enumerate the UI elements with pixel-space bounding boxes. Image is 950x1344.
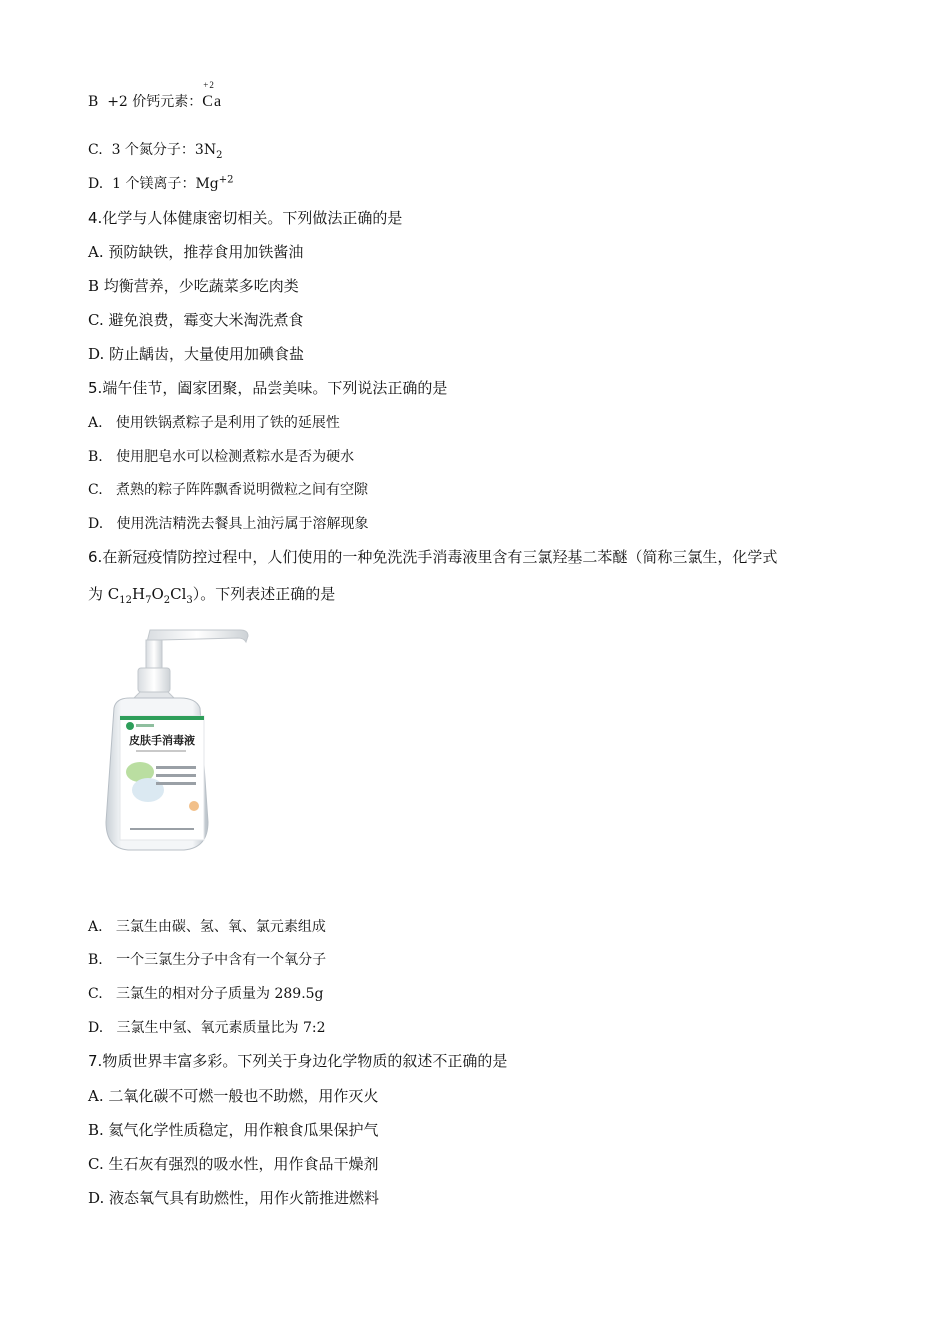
q6-stem-line1: 6.在新冠疫情防控过程中，人们使用的一种免洗洗手消毒液里含有三氯羟基二苯醚（简称三氯生，化学式 <box>88 548 778 566</box>
q7-stem: 7.物质世界丰富多彩。下列关于身边化学物质的叙述不正确的是 <box>88 1052 508 1070</box>
q5-option-a: A. 使用铁锅煮粽子是利用了铁的延展性 <box>88 415 340 431</box>
q5-option-c: C. 煮熟的粽子阵阵飘香说明微粒之间有空隙 <box>88 482 369 498</box>
q6-option-a: A. 三氯生由碳、氢、氧、氯元素组成 <box>88 919 326 935</box>
q3-option-b: B +2 价钙元素： +2 Ca <box>88 80 223 110</box>
q6-option-c: C. 三氯生的相对分子质量为 289.5g <box>88 986 324 1002</box>
q7-option-c: C. 生石灰有强烈的吸水性，用作食品干燥剂 <box>88 1155 379 1173</box>
q5-option-d: D. 使用洗洁精洗去餐具上油污属于溶解现象 <box>88 516 369 532</box>
q5-stem: 5.端午佳节，阖家团聚，品尝美味。下列说法正确的是 <box>88 379 448 397</box>
q4-option-b: B 均衡营养，少吃蔬菜多吃肉类 <box>88 277 299 295</box>
q6-stem-line2: 为 $C_{12}H_7O_2Cl_3$）。下列表述正确的是 <box>88 585 336 606</box>
q6-option-b: B. 一个三氯生分子中含有一个氧分子 <box>88 952 327 968</box>
q3-option-c: C. 3 个氮分子：$3N_2$ <box>88 142 223 161</box>
calcium-valence-symbol: +2 Ca <box>202 80 223 110</box>
q4-stem: 4.化学与人体健康密切相关。下列做法正确的是 <box>88 209 403 227</box>
bottle-label-title: 皮肤手消毒液 <box>129 734 195 747</box>
q3-option-d: D. 1 个镁离子：$Mg^{+2}$ <box>88 174 234 192</box>
q5-option-b: B. 使用肥皂水可以检测煮粽水是否为硬水 <box>88 449 355 465</box>
sanitizer-bottle-icon <box>100 622 260 854</box>
q4-option-d: D. 防止龋齿，大量使用加碘食盐 <box>88 345 305 363</box>
q6-option-d: D. 三氯生中氢、氧元素质量比为 7:2 <box>88 1020 326 1036</box>
q7-option-b: B. 氦气化学性质稳定，用作粮食瓜果保护气 <box>88 1121 379 1139</box>
q7-option-a: A. 二氧化碳不可燃一般也不助燃，用作灭火 <box>88 1087 379 1105</box>
q4-option-a: A. 预防缺铁，推荐食用加铁酱油 <box>88 243 304 261</box>
q4-option-c: C. 避免浪费，霉变大米淘洗煮食 <box>88 311 304 329</box>
hand-sanitizer-bottle-image <box>100 622 260 854</box>
q7-option-d: D. 液态氧气具有助燃性，用作火箭推进燃料 <box>88 1189 380 1207</box>
